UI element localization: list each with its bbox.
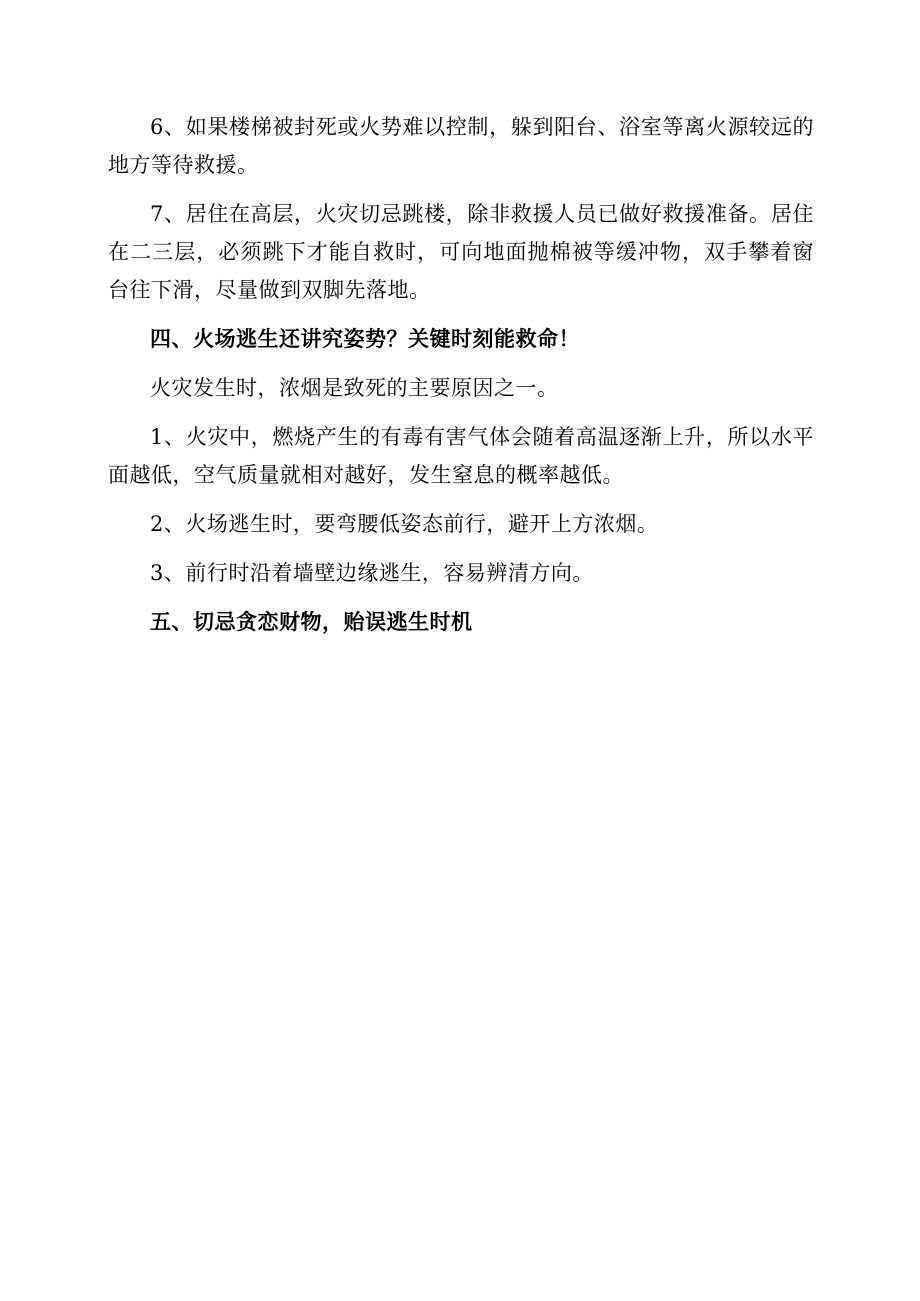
paragraph-item-6: 6、如果楼梯被封死或火势难以控制，躲到阳台、浴室等离火源较远的地方等待救援。: [108, 115, 814, 177]
paragraph-item-3: 3、前行时沿着墙壁边缘逃生，容易辨清方向。: [150, 561, 594, 585]
section-heading-4: 四、火场逃生还讲究姿势？关键时刻能救命！: [150, 326, 580, 351]
document-page: [108, 108, 814, 641]
paragraph-intro: 火灾发生时，浓烟是致死的主要原因之一。: [150, 376, 559, 400]
paragraph-item-1: 1、火灾中，燃烧产生的有毒有害气体会随着高温逐渐上升，所以水平面越低，空气质量就相对越好，发生窒息的概率越低。: [108, 425, 814, 487]
paragraph-item-7: 7、居住在高层，火灾切忌跳楼，除非救援人员已做好救援准备。居住在二三层，必须跳下才能自救时，可向地面抛棉被等缓冲物，双手攀着窗台往下滑，尽量做到双脚先落地。: [108, 202, 814, 302]
paragraph-item-2: 2、火场逃生时，要弯腰低姿态前行，避开上方浓烟。: [150, 512, 659, 536]
section-heading-5: 五、切忌贪恋财物，贻误逃生时机: [150, 609, 473, 634]
